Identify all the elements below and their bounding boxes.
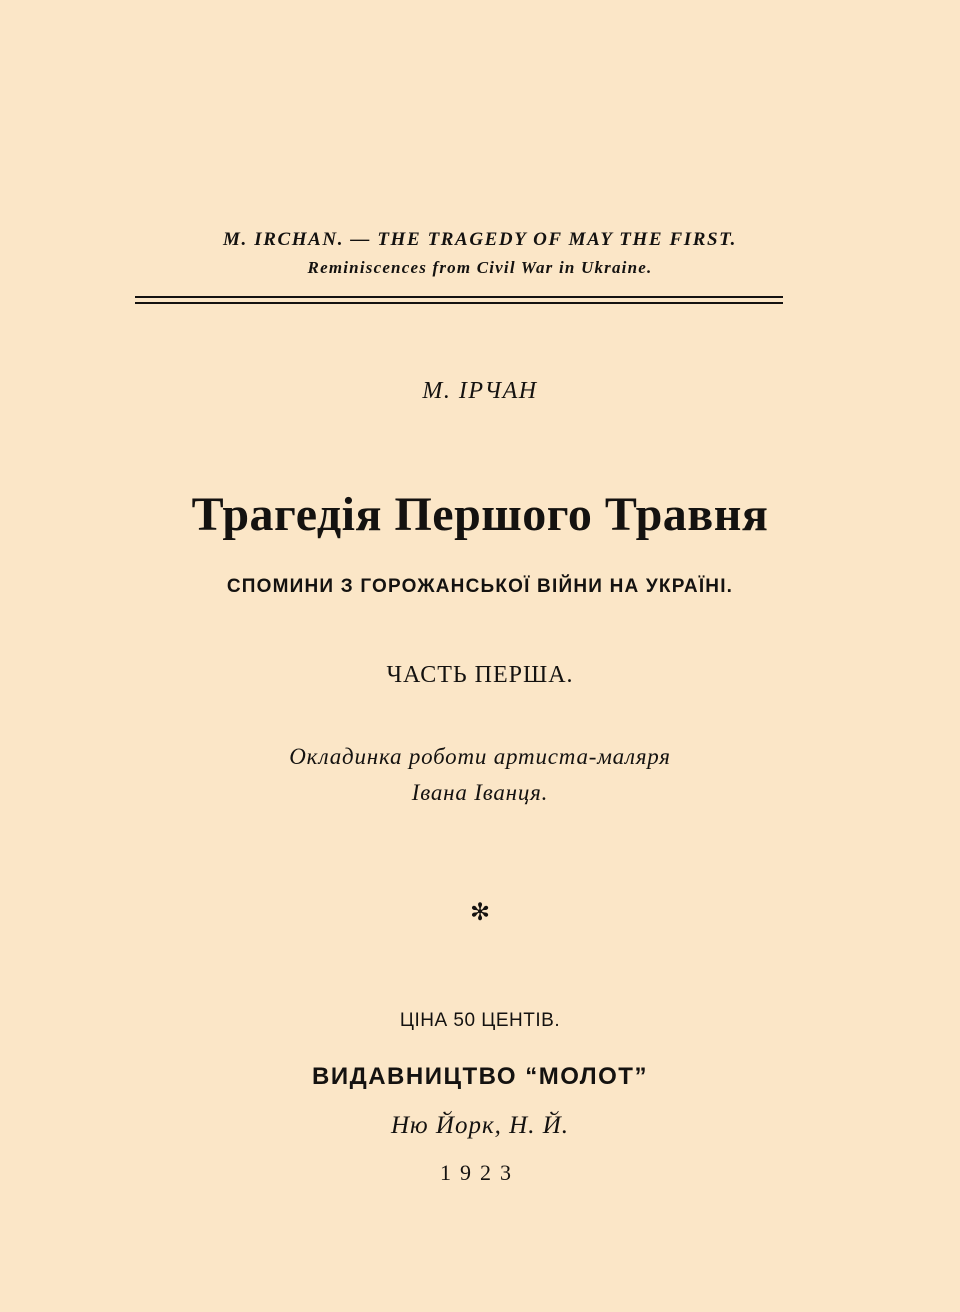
book-subtitle: СПОМИНИ З ГОРОЖАНСЬКОЇ ВІЙНИ НА УКРАЇНІ. [226,576,734,597]
publication-city: Ню Йорк, Н. Й. [390,1112,570,1139]
cover-credit-line1: Окладинка роботи артиста-маляря [289,744,671,769]
english-subtitle: Reminiscences from Civil War in Ukraine. [307,258,653,277]
divider-rule-top [135,296,783,298]
cover-credit-line2: Івана Іванця. [411,780,549,805]
part-label: ЧАСТЬ ПЕРША. [386,662,574,688]
divider-rule-bottom [135,302,783,304]
book-title: Трагедія Першого Травня [191,488,769,541]
price-label: ЦІНА 50 ЦЕНТІВ. [399,1010,561,1031]
english-title: M. IRCHAN. — THE TRAGEDY OF MAY THE FIRST. [223,229,737,250]
publication-year: 1923 [440,1160,520,1185]
ornament-icon: ✻ [469,900,491,926]
author-name: М. ІРЧАН [422,378,538,404]
publisher-name: ВИДАВНИЦТВО “МОЛОТ” [312,1063,648,1090]
